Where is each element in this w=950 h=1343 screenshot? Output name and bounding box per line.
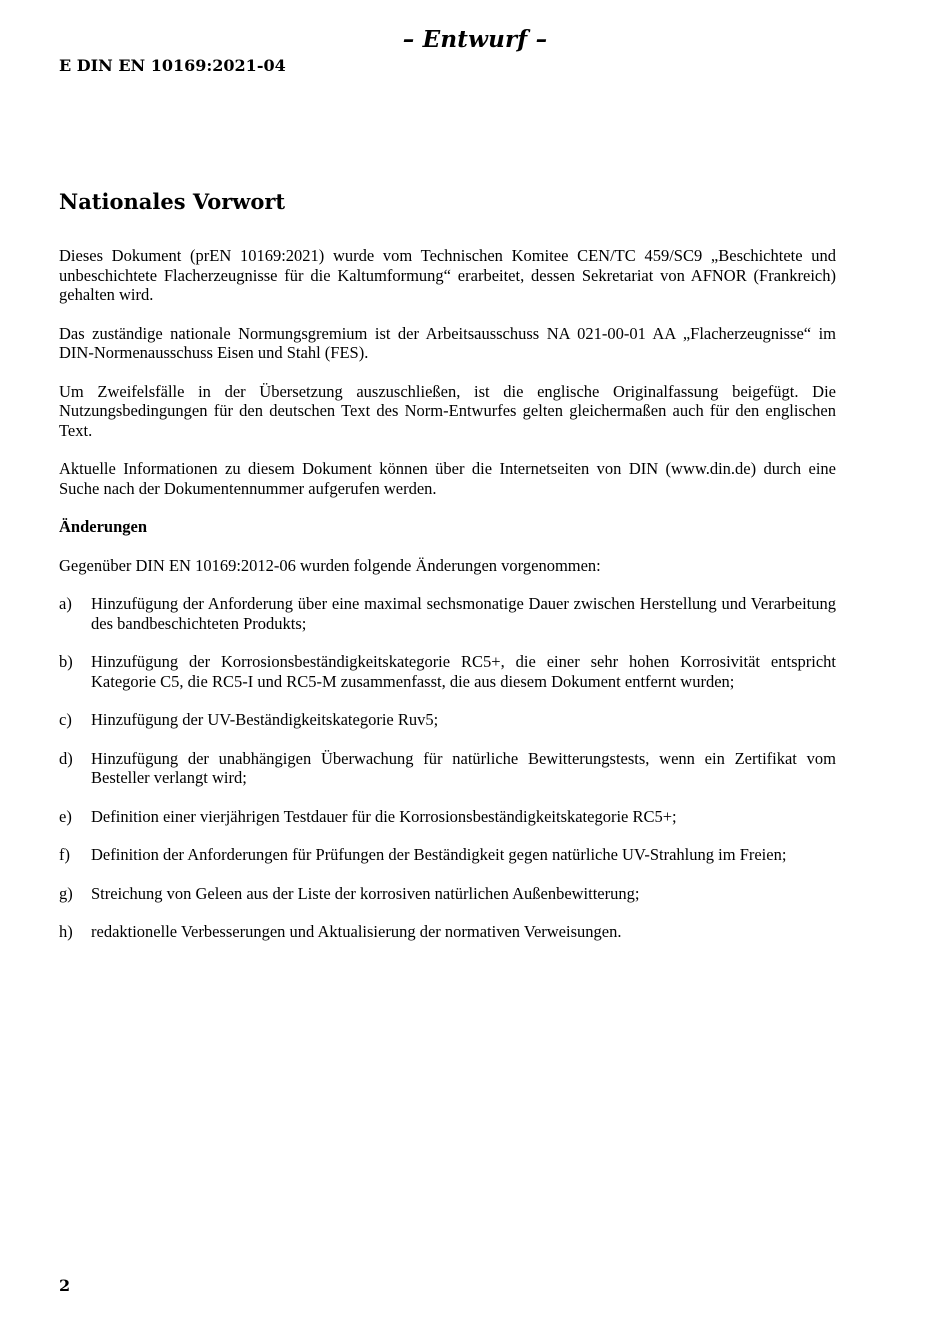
list-marker: g) (59, 883, 73, 903)
list-marker: e) (59, 806, 72, 826)
list-text: Hinzufügung der UV-Beständigkeitskategorie Ruv5; (91, 710, 439, 729)
page-number: 2 (59, 1276, 71, 1295)
list-marker: a) (59, 594, 72, 613)
draft-watermark: – Entwurf – (402, 26, 548, 53)
paragraph: Aktuelle Informationen zu diesem Dokument können über die Internetseiten von DIN (www.din.de) durch eine Suche nach der Dokumentennummer aufgerufen werden. (59, 459, 836, 498)
list-item (59, 845, 836, 865)
list-marker: c) (59, 710, 72, 729)
list-item (59, 749, 836, 788)
list-text: Hinzufügung der unabhängigen Überwachung für natürliche Bewitterungstests, wenn ein Zertifikat vom Besteller verlangt wird; (91, 748, 836, 787)
list-item (59, 652, 836, 691)
list-marker: d) (59, 748, 73, 768)
changes-heading: Änderungen (59, 517, 148, 536)
list-item (59, 594, 836, 633)
list-text: Streichung von Geleen aus der Liste der korrosiven natürlichen Außenbewitterung; (91, 883, 640, 903)
list-text: Definition der Anforderungen für Prüfungen der Beständigkeit gegen natürliche UV-Strahlung im Freien; (91, 845, 787, 864)
list-marker: b) (59, 652, 73, 671)
changes-intro: Gegenüber DIN EN 10169:2012-06 wurden folgende Änderungen vorgenommen: (59, 555, 601, 575)
list-item (59, 710, 836, 730)
list-text: Hinzufügung der Korrosionsbeständigkeitskategorie RC5+, die einer sehr hohen Korrosivität entspricht Kategorie C5, die RC5-I und RC5-M zusammenfasst, die aus diesem Dokument entfernt wurden; (91, 652, 836, 691)
list-marker: h) (59, 922, 73, 941)
paragraph: Um Zweifelsfälle in der Übersetzung auszuschließen, ist die englische Originalfassung beigefügt. Die Nutzungsbedingungen für den deutschen Text des Norm-Entwurfes gelten gleichermaßen auch für den englischen Text. (59, 381, 836, 440)
list-item (59, 922, 836, 942)
paragraph: Dieses Dokument (prEN 10169:2021) wurde vom Technischen Komitee CEN/TC 459/SC9 „Beschichtete und unbeschichtete Flacherzeugnisse für die Kaltumformung“ erarbeitet, dessen Sekretariat von AFNOR (Frankreich) gehalten wird. (59, 246, 836, 304)
list-marker: f) (59, 845, 70, 864)
document-id: E DIN EN 10169:2021-04 (59, 56, 286, 75)
list-text: redaktionelle Verbesserungen und Aktualisierung der normativen Verweisungen. (91, 922, 622, 941)
changes-list (59, 594, 836, 942)
page-content (59, 186, 836, 961)
section-title: Nationales Vorwort (59, 189, 286, 214)
list-text: Definition einer vierjährigen Testdauer für die Korrosionsbeständigkeitskategorie RC5+; (91, 806, 677, 826)
list-text: Hinzufügung der Anforderung über eine maximal sechsmonatige Dauer zwischen Herstellung und Verarbeitung des bandbeschichteten Produkts; (91, 594, 836, 633)
list-item (59, 807, 836, 827)
list-item (59, 884, 836, 904)
paragraph: Das zuständige nationale Normungsgremium ist der Arbeitsausschuss NA 021-00-01 AA „Flacherzeugnisse“ im DIN-Normenausschuss Eisen und Stahl (FES). (59, 323, 836, 362)
